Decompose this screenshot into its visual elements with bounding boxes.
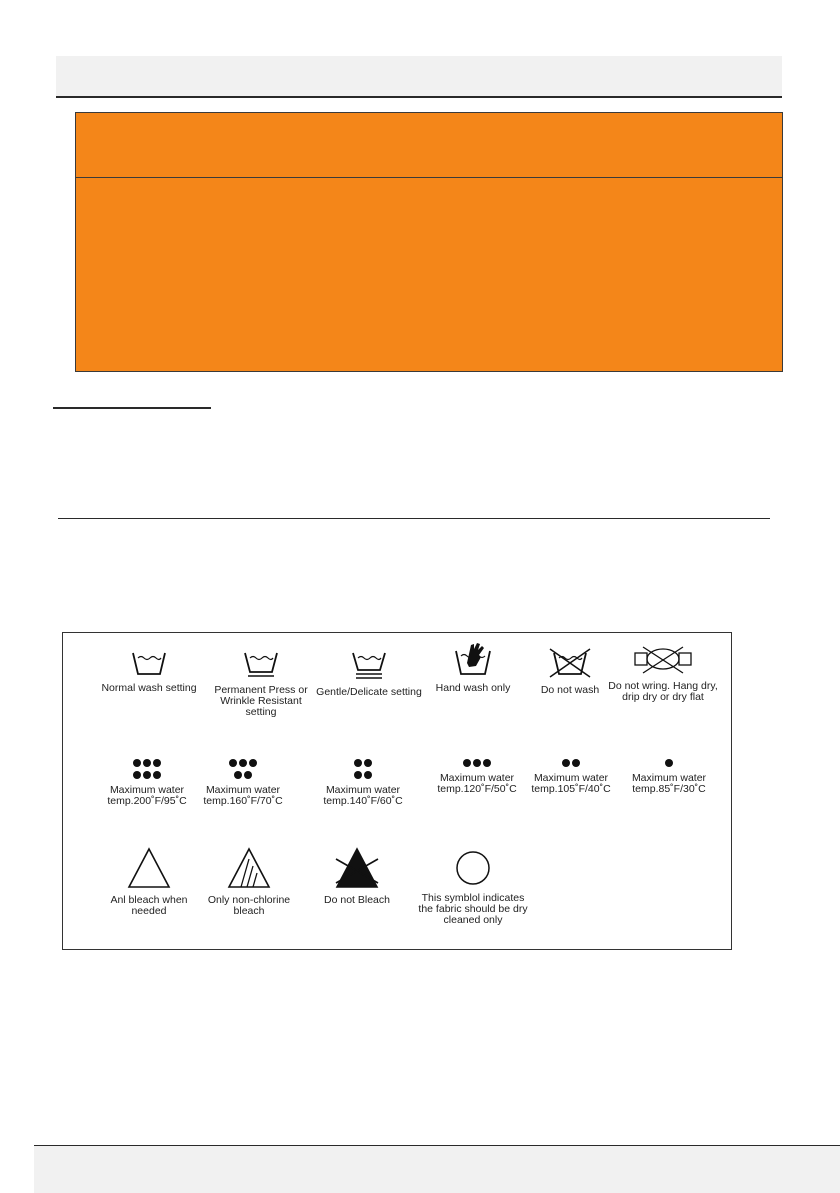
page-header-bar (56, 56, 782, 98)
temperature-dot-icon (463, 759, 471, 767)
temperature-dot-icon (234, 771, 242, 779)
hand-wash-icon (453, 641, 493, 677)
section-heading-underline (53, 407, 211, 409)
washtub-normal-icon (131, 649, 167, 677)
temperature-dot-icon (364, 759, 372, 767)
temperature-dot-icon (473, 759, 481, 767)
symbol-temp-40c (515, 757, 627, 795)
symbol-label: Permanent Press or Wrinkle Resistant setting (214, 684, 308, 718)
temperature-dot-icon (665, 759, 673, 767)
washtub-permanent-press-icon (243, 649, 279, 679)
symbol-label: Do not wash (540, 684, 600, 696)
symbol-temp-70c (187, 757, 299, 807)
temperature-dot-icon (364, 771, 372, 779)
do-not-bleach-icon (332, 847, 382, 889)
symbol-label: Anl bleach when needed (110, 894, 188, 917)
symbol-label: Maximum water temp.85˚F/30˚C (631, 772, 707, 795)
temperature-dot-icon (143, 759, 151, 767)
temperature-dot-icon (483, 759, 491, 767)
symbol-normal-wash (93, 649, 205, 694)
symbol-gentle-delicate (313, 649, 425, 698)
symbol-label: Maximum water temp.140˚F/60˚C (323, 784, 403, 807)
temperature-dot-icon (354, 771, 362, 779)
warning-box-divider (76, 177, 782, 178)
temperature-dot-icon (153, 771, 161, 779)
striped-triangle-icon (227, 847, 271, 889)
temperature-dot-icon (562, 759, 570, 767)
symbol-bleach-non-chlorine (193, 847, 305, 917)
symbol-label: This symblol indicates the fabric should be dry cleaned only (418, 892, 528, 926)
symbol-dry-clean (417, 849, 529, 926)
symbol-label: Only non-chlorine bleach (207, 894, 291, 917)
symbol-permanent-press (205, 649, 317, 718)
temperature-dot-icon (572, 759, 580, 767)
temperature-dot-icon (249, 759, 257, 767)
temperature-dot-icon (354, 759, 362, 767)
temperature-dot-icon (244, 771, 252, 779)
symbol-label: Do not Bleach (324, 894, 390, 906)
symbol-label: Maximum water temp.160˚F/70˚C (203, 784, 283, 807)
circle-icon (454, 849, 492, 887)
do-not-wring-icon (633, 645, 693, 675)
temperature-dot-icon (229, 759, 237, 767)
temperature-dot-icon (133, 759, 141, 767)
symbol-label: Do not wring. Hang dry, drip dry or dry flat (608, 680, 718, 703)
symbol-label: Hand wash only (435, 682, 511, 694)
symbol-temp-60c (307, 757, 419, 807)
symbol-label: Maximum water temp.120˚F/50˚C (437, 772, 517, 795)
temperature-dot-icon (143, 771, 151, 779)
symbol-do-not-wring (607, 645, 719, 703)
symbol-bleach-any (93, 847, 205, 917)
symbol-label: Normal wash setting (101, 682, 197, 694)
temperature-dot-icon (239, 759, 247, 767)
symbol-label: Gentle/Delicate setting (316, 686, 422, 698)
page-footer-bar (34, 1145, 840, 1193)
section-rule (58, 518, 770, 519)
triangle-icon (127, 847, 171, 889)
symbol-hand-wash (417, 641, 529, 694)
do-not-wash-icon (546, 647, 594, 679)
symbol-do-not-bleach (301, 847, 413, 906)
symbol-label: Maximum water temp.200˚F/95˚C (107, 784, 187, 807)
temperature-dot-icon (133, 771, 141, 779)
symbol-label: Maximum water temp.105˚F/40˚C (531, 772, 611, 795)
symbol-temp-30c (613, 757, 725, 795)
washtub-gentle-icon (351, 649, 387, 681)
temperature-dot-icon (153, 759, 161, 767)
care-symbols-panel (62, 632, 732, 950)
warning-box (75, 112, 783, 372)
